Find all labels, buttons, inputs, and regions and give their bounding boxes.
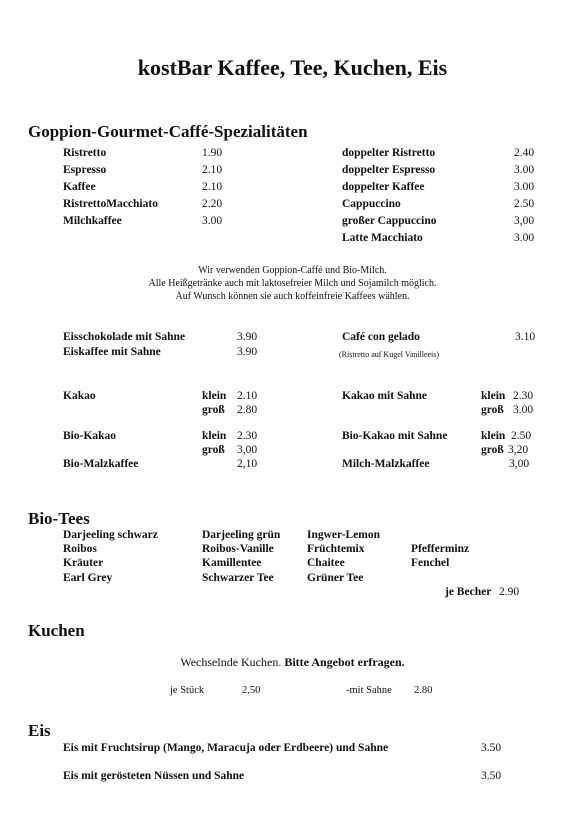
tea-item: Darjeeling schwarz [63,529,158,541]
menu-item-name: Milch-Malzkaffee [342,458,430,470]
cake-info-text: Wechselnde Kuchen. [180,655,282,669]
menu-item-price: 2.20 [202,198,223,210]
menu-item-name: großer Cappuccino [342,215,437,227]
menu-item-price: 2.50 [511,430,532,442]
menu-item-name: doppelter Espresso [342,164,436,176]
tea-price: 2.90 [499,586,520,598]
menu-item-price: 3,00 [509,458,530,470]
menu-item-price: 2.30 [237,430,258,442]
cake-piece-price: 2,50 [242,685,261,696]
menu-item-price: 3.10 [515,331,536,343]
tea-item: Kamillentee [202,557,262,569]
cake-cream-price: 2.80 [414,685,433,696]
size-label: klein [202,430,227,442]
size-label: klein [202,390,227,402]
menu-item-name: Bio-Kakao mit Sahne [342,430,448,442]
cake-piece-label: je Stück [170,685,205,696]
menu-item-name: doppelter Kaffee [342,181,425,193]
coffee-note-line: Auf Wunsch können sie auch koffeinfreie Kaffees wählen. [175,291,410,302]
menu-item-price: 3,00 [514,215,535,227]
size-label: klein [481,430,506,442]
size-label: groß [481,444,504,456]
tea-item: Darjeeling grün [202,529,281,541]
tea-item: Roibos [63,543,97,555]
menu-item-price: 2.10 [202,181,223,193]
menu-item-name: Kaffee [63,181,96,193]
menu-item-price: 2.10 [237,390,258,402]
menu-item-price: 3,20 [508,444,529,456]
menu-item-price: 3.50 [481,770,502,782]
tea-item: Pfefferminz [411,543,470,555]
menu-item-price: 2.80 [237,404,258,416]
tea-item: Schwarzer Tee [202,572,274,584]
menu-item-price: 2.50 [514,198,535,210]
menu-item-name: Latte Macchiato [342,232,423,244]
tea-item: Kräuter [63,557,104,569]
tea-item: Früchtemix [307,543,365,555]
menu-item-price: 3.90 [237,331,258,343]
size-label: groß [202,444,225,456]
menu-item-name: RistrettoMacchiato [63,198,158,210]
menu-item-price: 3.00 [514,232,535,244]
menu-item-name: Bio-Malzkaffee [63,458,139,470]
cake-cream-label: -mit Sahne [346,685,392,696]
tea-heading: Bio-Tees [28,509,90,528]
menu-item-price: 3,00 [237,444,258,456]
menu-item-name: Ristretto [63,147,107,159]
menu-item-name: Kakao mit Sahne [342,390,427,402]
size-label: groß [202,404,225,416]
menu-item-name: Eiskaffee mit Sahne [63,346,161,358]
menu-item-name: doppelter Ristretto [342,147,436,159]
menu-item-name: Eis mit Fruchtsirup (Mango, Maracuja oder Erdbeere) und Sahne [63,742,389,754]
size-label: klein [481,390,506,402]
menu-item-name: Eisschokolade mit Sahne [63,331,186,343]
coffee-heading: Goppion-Gourmet-Caffé-Spezialitäten [28,122,308,141]
tea-item: Earl Grey [63,572,113,584]
ice-heading: Eis [28,721,51,740]
menu-item-price: 3.00 [202,215,223,227]
menu-item-name: Espresso [63,164,107,176]
menu-item-name: Kakao [63,390,96,402]
page-title: kostBar Kaffee, Tee, Kuchen, Eis [137,55,448,80]
cake-heading: Kuchen [28,621,85,640]
menu-item-name: Café con gelado [342,331,420,343]
menu-item-price: 2.30 [513,390,534,402]
size-label: groß [481,404,504,416]
menu-item-price: 3.90 [237,346,258,358]
menu-item-price: 3.00 [513,404,534,416]
tea-item: Fenchel [411,557,450,569]
menu-item-name: Bio-Kakao [63,430,117,442]
menu-item-name: Milchkaffee [63,215,122,227]
tea-item: Roibos-Vanille [202,543,274,555]
menu-item-price: 3.00 [514,164,535,176]
menu-item-name: Eis mit gerösteten Nüssen und Sahne [63,770,245,782]
tea-item: Grüner Tee [307,572,364,584]
menu-item-price: 3.00 [514,181,535,193]
cake-info [0,655,585,670]
coffee-note-line: Wir verwenden Goppion-Caffé und Bio-Milch. [198,265,387,276]
menu-item-price: 2,10 [237,458,258,470]
menu-item-note: (Ristretto auf Kugel Vanilleeis) [339,350,440,359]
menu-item-price: 1.90 [202,147,223,159]
tea-price-label: je Becher [445,586,492,598]
menu-item-price: 3.50 [481,742,502,754]
coffee-note-line: Alle Heißgetränke auch mit laktosefreier Milch und Sojamilch möglich. [148,278,437,289]
menu-item-name: Cappuccino [342,198,401,210]
tea-item: Ingwer-Lemon [307,529,381,541]
menu-item-price: 2.10 [202,164,223,176]
menu-item-price: 2.40 [514,147,535,159]
cake-info-bold: Bitte Angebot erfragen. [284,655,405,669]
tea-item: Chaitee [307,557,345,569]
